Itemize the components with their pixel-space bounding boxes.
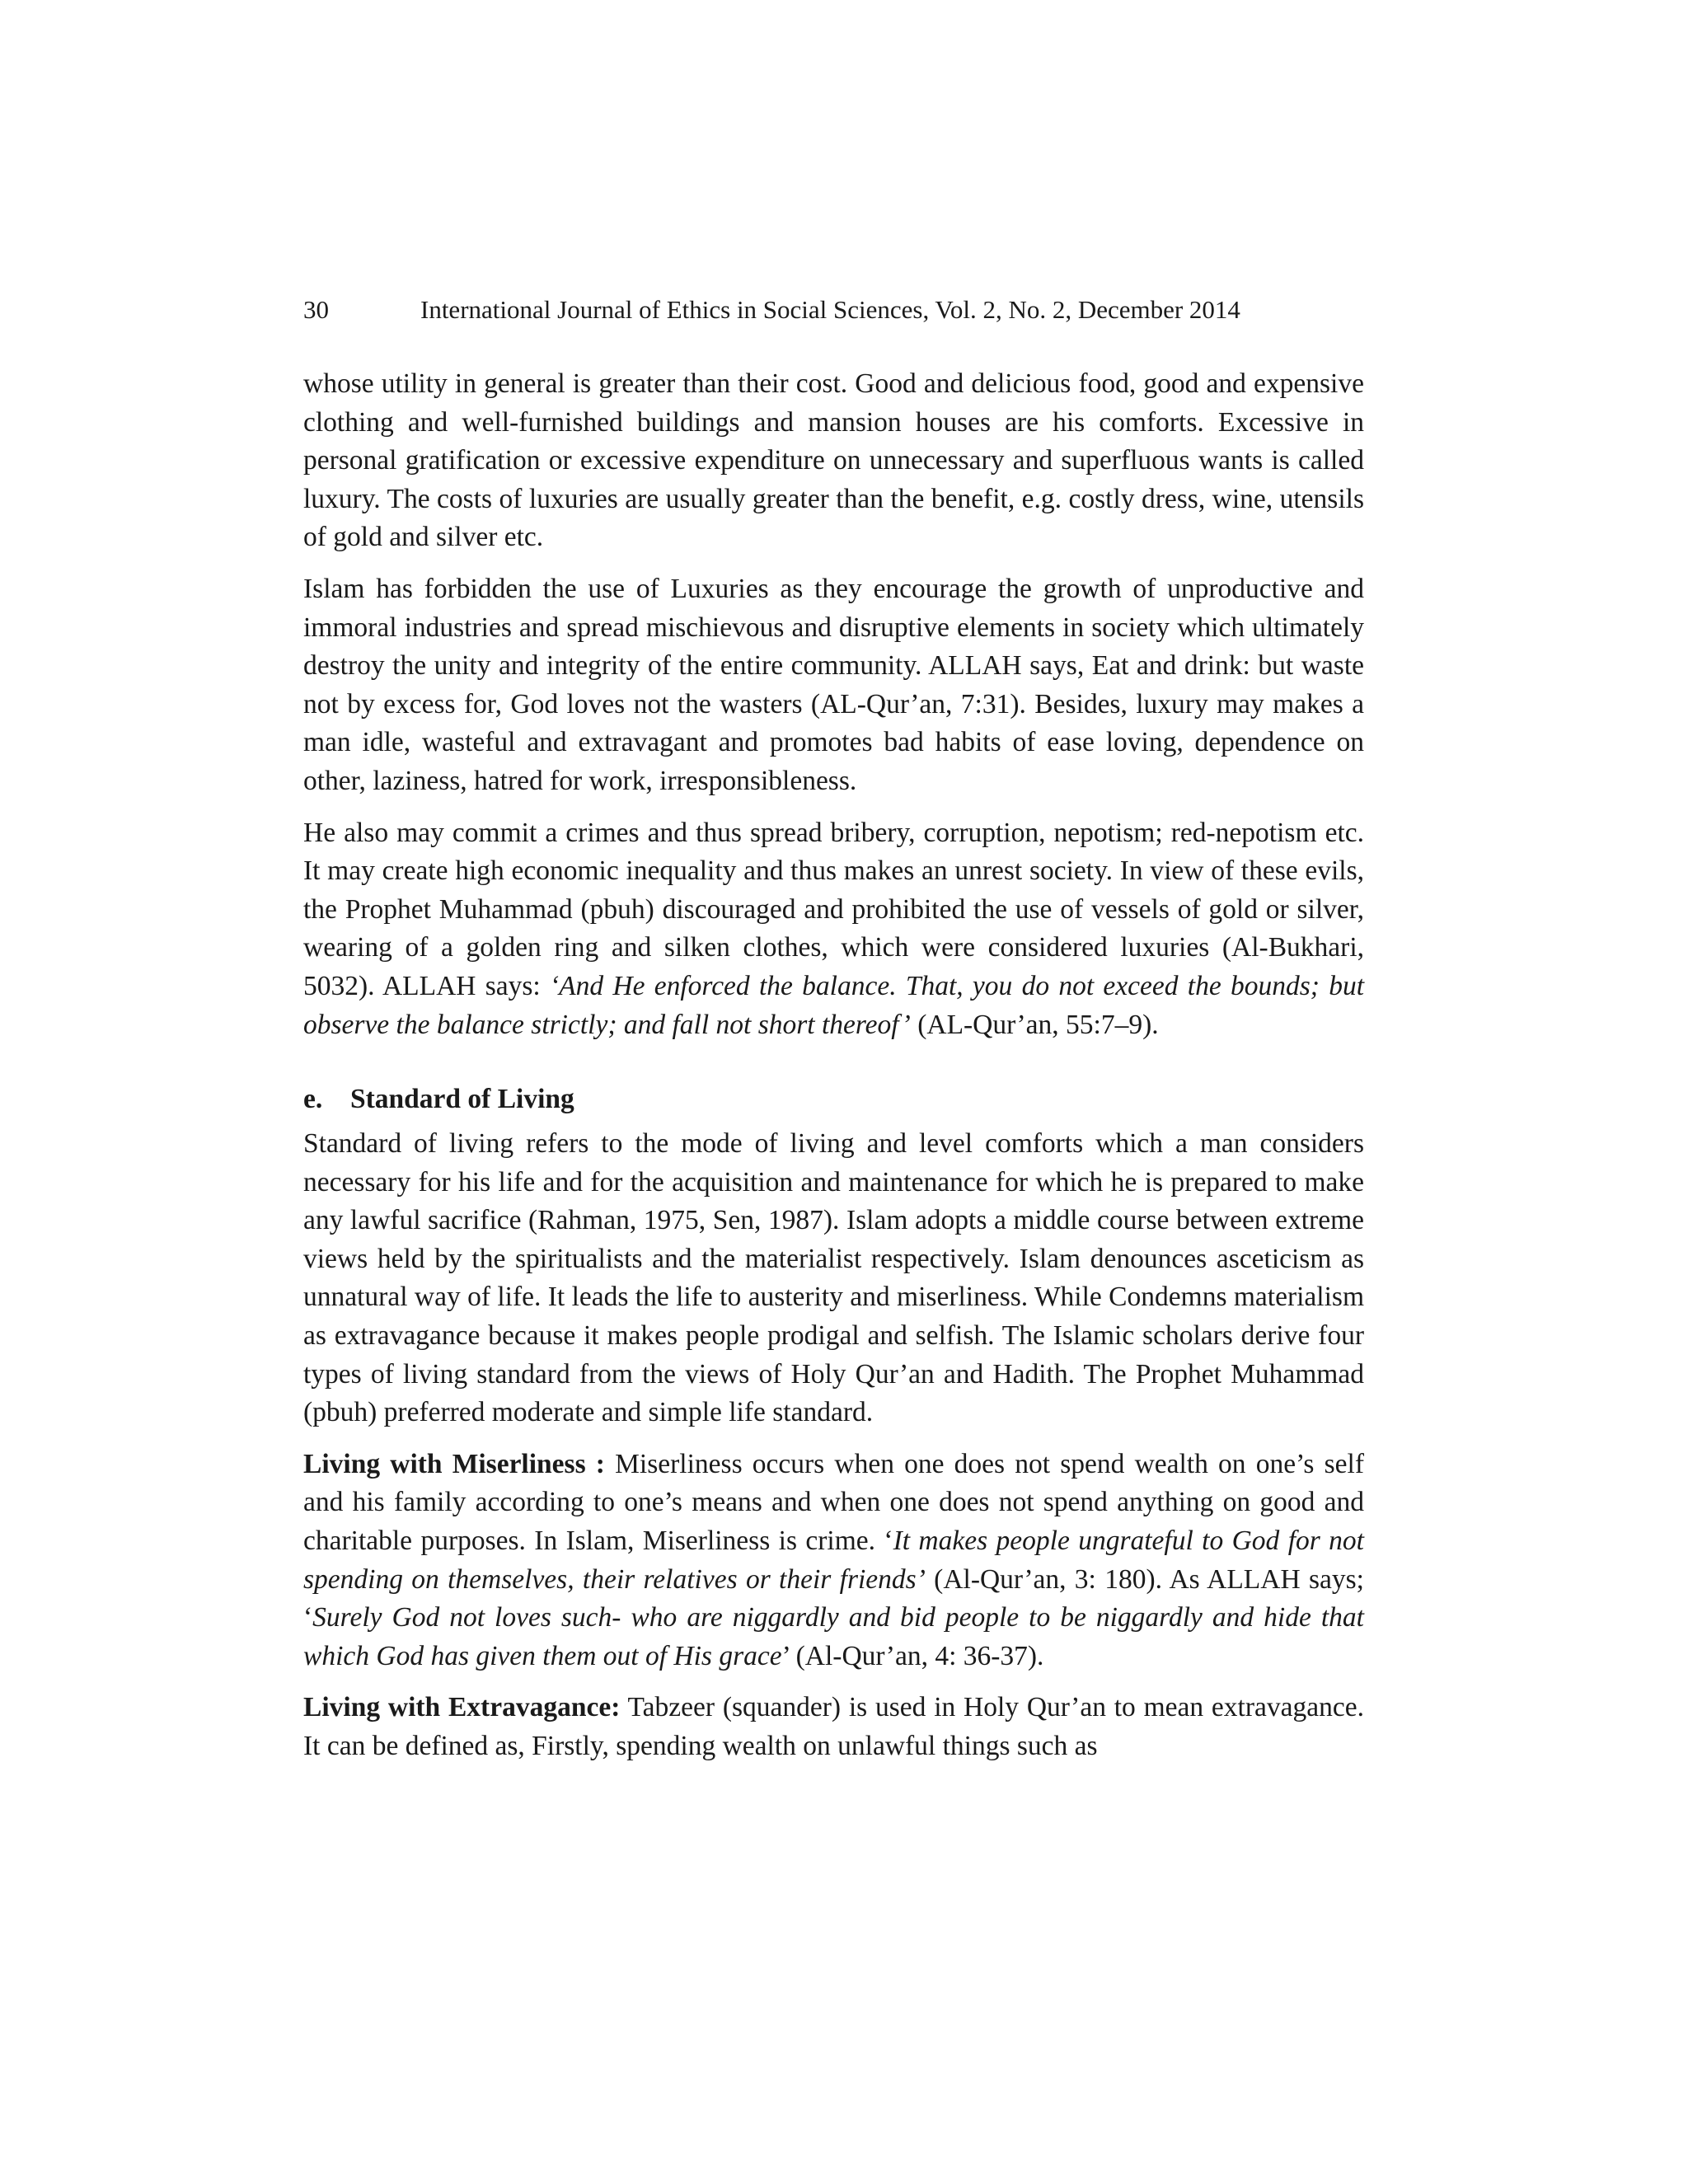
paragraph-text: Miserliness occurs when one does not spend wealth on one’s self and his family according to one’s means and when one does not spend anything on good and charitable purposes. In Islam, Miserliness is crime. ‘	[303, 1448, 1364, 1557]
paragraph-extravagance	[303, 1689, 1364, 1765]
paragraph-crimes-inequality	[303, 814, 1364, 1045]
quran-quote: Surely God not loves such- who are niggardly and bid people to be niggardly and hide that which God has given them out of His grace	[303, 1602, 1364, 1671]
section-heading	[303, 1080, 1364, 1118]
journal-title: International Journal of Ethics in Social Sciences, Vol. 2, No. 2, December 2014	[420, 295, 1240, 324]
paragraph-miserliness	[303, 1446, 1364, 1676]
paragraph-standard-of-living: Standard of living refers to the mode of living and level comforts which a man considers necessary for his life and for the acquisition and maintenance for which he is prepared to make any lawful sacrifice (Rahman, 1975, Sen, 1987). Islam adopts a middle course between extreme views held by the spiritualists and the materialist respectively. Islam denounces asceticism as unnatural way of life. It leads the life to austerity and miserliness. While Condemns materialism as extravagance because it makes people prodigal and selfish. The Islamic scholars derive four types of living standard from the views of Holy Qur’an and Hadith. The Prophet Muhammad (pbuh) preferred moderate and simple life standard.	[303, 1128, 1364, 1428]
paragraph-text: He also may commit a crimes and thus spread bribery, corruption, nepotism; red-nepotism etc. It may create high economic inequality and thus makes an unrest society. In view of these evils, the Prophet Muhammad (pbuh) discouraged and prohibited the use of vessels of gold or silver, wearing of a golden ring and silken clothes, which were considered luxuries (Al-Bukhari, 5032). ALLAH says:	[303, 817, 1364, 1001]
paragraph-islam-luxuries: Islam has forbidden the use of Luxuries as they encourage the growth of unproductive and immoral industries and spread mischievous and disruptive elements in society which ultimately destroy the unity and integrity of the entire community. ALLAH says, Eat and drink: but waste not by excess for, God loves not the wasters (AL-Qur’an, 7:31). Besides, luxury may makes a man idle, wasteful and extravagant and promotes bad habits of ease loving, dependence on other, laziness, hatred for work, irresponsibleness.	[303, 573, 1364, 796]
paragraph-luxury-definition: whose utility in general is greater than their cost. Good and delicious food, good and expensive clothing and well-furnished buildings and mansion houses are his comforts. Excessive in personal gratification or excessive expenditure on unnecessary and superfluous wants is called luxury. The costs of luxuries are usually greater than the benefit, e.g. costly dress, wine, utensils of gold and silver etc.	[303, 368, 1364, 553]
article-body	[303, 365, 1364, 1779]
term-label: Living with Extravagance:	[303, 1692, 621, 1723]
quran-quote: It makes people ungrateful to God for not spending on themselves, their relatives or their friends’	[303, 1526, 1364, 1595]
term-label: Living with Miserliness :	[303, 1448, 605, 1479]
citation: ’ (Al-Qur’an, 4: 36-37).	[781, 1640, 1044, 1671]
paragraph-text: Tabzeer (squander) is used in Holy Qur’an to mean extravagance. It can be defined as, Firstly, spending wealth on unlawful things such as	[303, 1692, 1364, 1761]
section-title: Standard of Living	[350, 1084, 574, 1115]
page-number: 30	[303, 295, 329, 324]
section-number: e.	[303, 1084, 323, 1115]
citation: (AL-Qur’an, 55:7–9).	[910, 1009, 1159, 1040]
quran-quote: ‘And He enforced the balance. That, you do not exceed the bounds; but observe the balance strictly; and fall not short thereof’	[303, 970, 1364, 1040]
paragraph-text: (Al-Qur’an, 3: 180). As ALLAH says; ‘	[303, 1563, 1364, 1633]
running-header	[303, 293, 1375, 326]
